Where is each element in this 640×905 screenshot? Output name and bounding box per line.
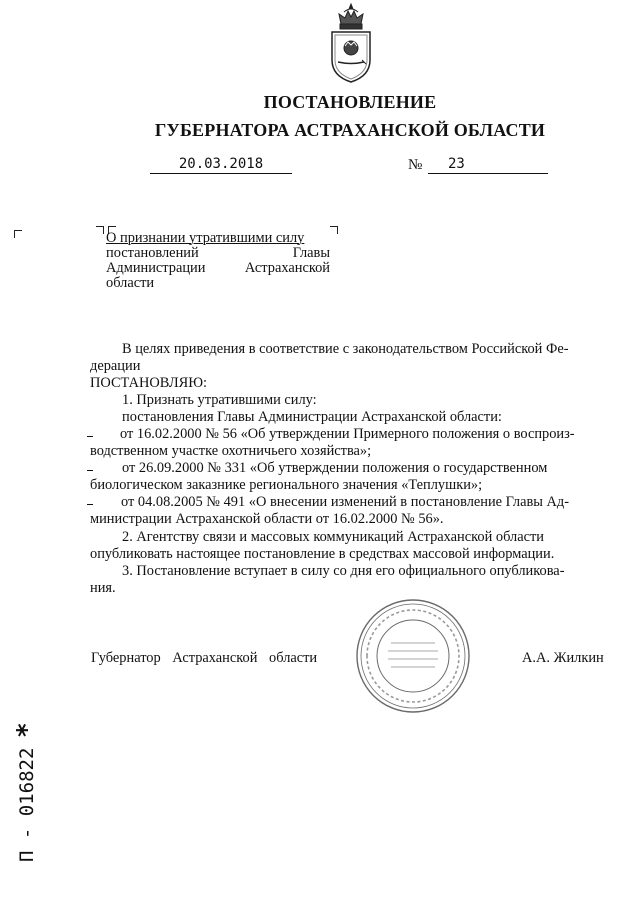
text-line: водственном участке охотничьего хозяйства»;: [90, 443, 372, 459]
signatory-name: А.А. Жилкин: [522, 650, 604, 666]
subject-word: Администрации: [106, 260, 206, 276]
decree-word: ПОСТАНОВЛЯЮ:: [90, 375, 208, 391]
coat-of-arms-emblem: [326, 2, 376, 84]
signatory-position: [91, 650, 325, 667]
subject-line: области: [106, 275, 155, 291]
serial-mark: *: [12, 722, 42, 738]
text-line: от 16.02.2000 № 56 «Об утверждении Примерного положения о воспроиз-: [120, 426, 575, 442]
body-paragraph: [90, 341, 612, 426]
text-line: 3. Постановление вступает в силу со дня его официального опубликова-: [122, 563, 565, 579]
text-line: министрации Астраханской области от 16.02.2000 № 56».: [90, 511, 444, 527]
form-serial-number: [2, 708, 42, 864]
issuing-authority: ГУБЕРНАТОРА АСТРАХАНСКОЙ ОБЛАСТИ: [154, 120, 546, 140]
body-paragraph: [90, 529, 612, 597]
text-line: биологическом заказнике регионального значения «Теплушки»;: [90, 477, 483, 493]
position-word: Губернатор: [91, 650, 161, 666]
subject-line: [106, 246, 330, 261]
text-line: 2. Агентству связи и массовых коммуникаций Астраханской области: [122, 529, 544, 545]
document-number: 23: [428, 155, 548, 174]
text-line: 1. Признать утратившими силу:: [122, 392, 317, 408]
list-item: [90, 494, 612, 511]
text-line: ния.: [90, 580, 116, 596]
subject-heading: [106, 231, 330, 291]
document-title: ПОСТАНОВЛЕНИЕ: [263, 92, 437, 112]
subject-word: Астраханской: [244, 260, 330, 276]
official-seal: [354, 597, 472, 715]
subject-bracket-right: [330, 226, 338, 234]
document-date: 20.03.2018: [150, 155, 292, 174]
left-margin-mark: [14, 230, 22, 238]
list-item: [90, 426, 612, 443]
repealed-list: [90, 426, 612, 528]
text-line: дерации: [90, 358, 141, 374]
text-line: от 26.09.2000 № 331 «Об утверждении положения о государственном: [122, 460, 548, 476]
subject-line: [106, 261, 330, 276]
position-word: области: [269, 650, 318, 666]
subject-word: Главы: [292, 245, 330, 261]
serial-text: П - 016822: [16, 747, 38, 862]
position-word: Астраханской: [172, 650, 258, 666]
text-line: В целях приведения в соответствие с законодательством Российской Фе-: [122, 341, 569, 357]
subject-bracket-left: [96, 226, 104, 234]
text-line: опубликовать настоящее постановление в средствах массовой информации.: [90, 546, 555, 562]
text-line: от 04.08.2005 № 491 «О внесении изменений в постановление Главы Ад-: [121, 494, 570, 510]
number-sign: №: [408, 157, 423, 173]
list-item: [90, 460, 612, 477]
subject-word: постановлений: [106, 245, 199, 261]
text-line: постановления Главы Администрации Астраханской области:: [122, 409, 502, 425]
subject-line: О признании утратившими силу: [106, 230, 305, 246]
